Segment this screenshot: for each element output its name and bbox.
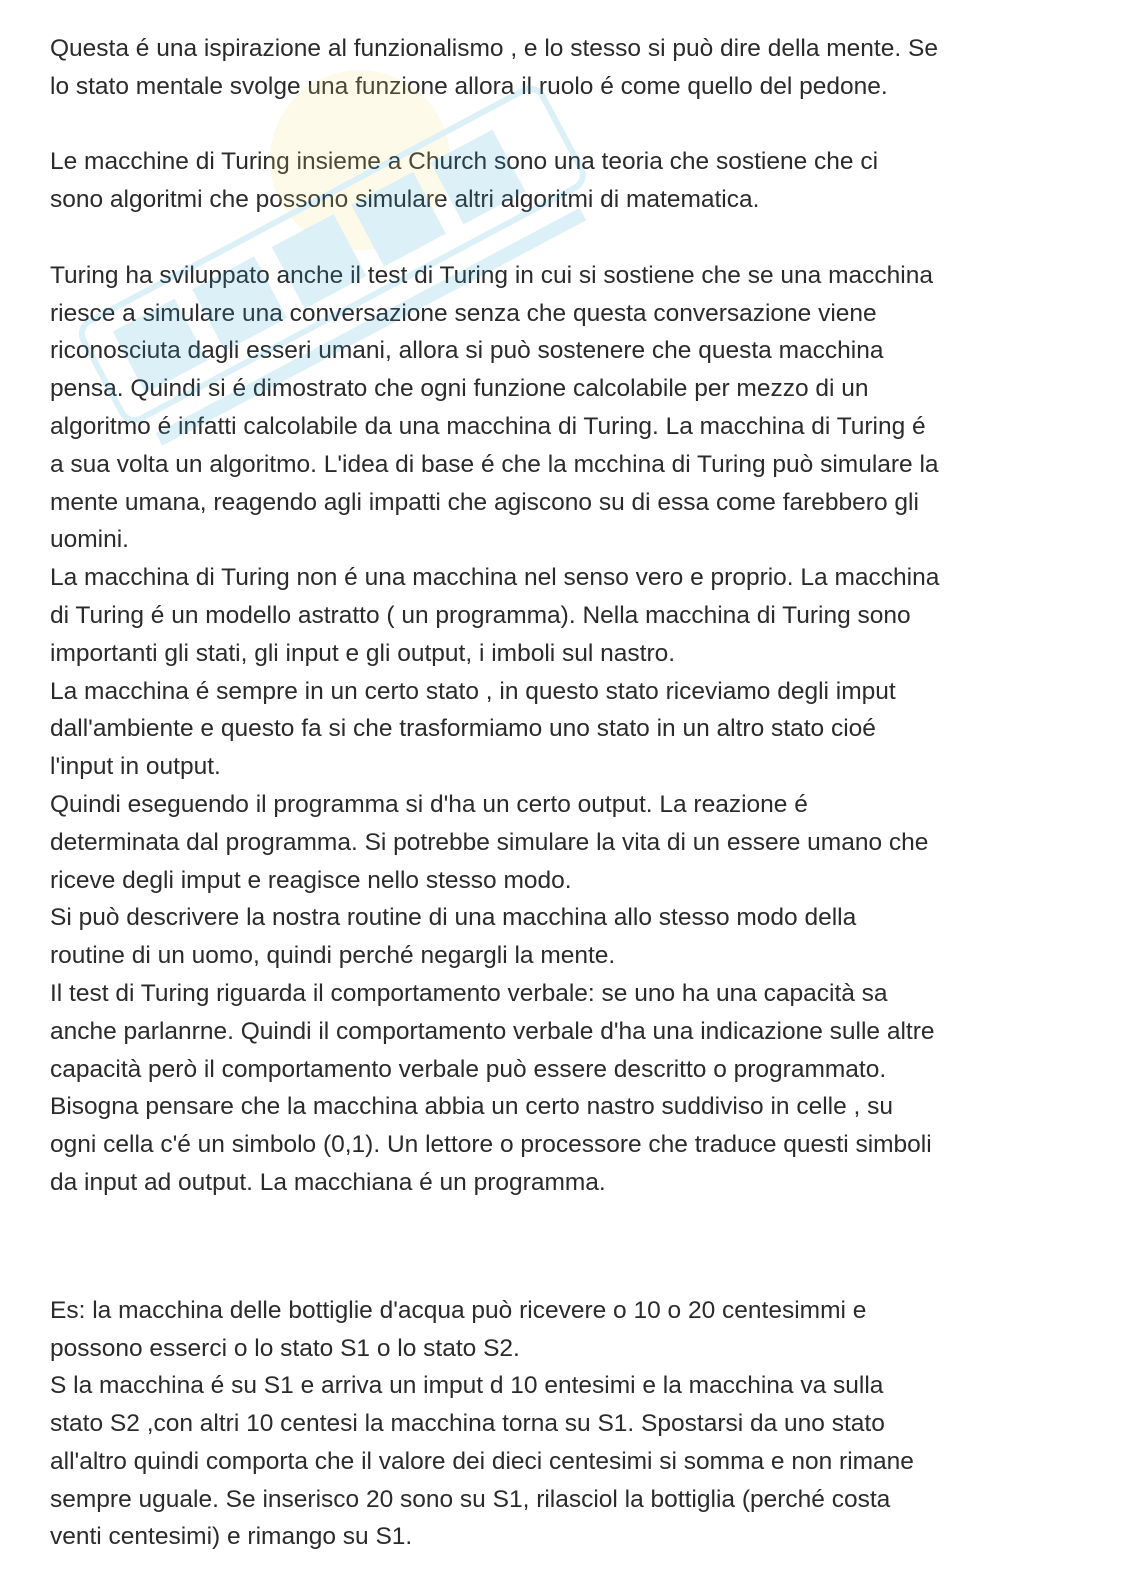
text-line: lo stato mentale svolge una funzione allora il ruolo é come quello del pedone. (50, 72, 888, 100)
text-line: Quindi eseguendo il programma si d'ha un certo output. La reazione é (50, 790, 808, 818)
text-line: riconosciuta dagli esseri umani, allora si può sostenere che questa macchina (50, 337, 884, 365)
paragraph-3 (50, 257, 1069, 1202)
text-line: l'input in output. (50, 753, 221, 781)
text-line: algoritmo é infatti calcolabile da una macchina di Turing. La macchina di Turing é (50, 412, 926, 440)
text-line: pensa. Quindi si é dimostrato che ogni funzione calcolabile per mezzo di un (50, 375, 869, 403)
text-line: possono esserci o lo stato S1 o lo stato S2. (50, 1334, 520, 1362)
text-line: importanti gli stati, gli input e gli output, i imboli sul nastro. (50, 639, 676, 667)
text-line: Es: la macchina delle bottiglie d'acqua può ricevere o 10 o 20 centesimmi e (50, 1296, 867, 1324)
text-line: uomini. (50, 526, 129, 554)
text-line: La macchina é sempre in un certo stato , in questo stato riceviamo degli imput (50, 677, 896, 705)
text-line: di Turing é un modello astratto ( un programma). Nella macchina di Turing sono (50, 601, 911, 629)
text-line: Il test di Turing riguarda il comportamento verbale: se uno ha una capacità sa (50, 979, 888, 1007)
text-line: capacità però il comportamento verbale può essere descritto o programmato. (50, 1055, 887, 1083)
text-line: ogni cella c'é un simbolo (0,1). Un lettore o processore che traduce questi simboli (50, 1131, 932, 1159)
text-line: all'altro quindi comporta che il valore dei dieci centesimi si somma e non rimane (50, 1447, 914, 1475)
paragraph-4 (50, 1292, 1069, 1557)
text-line: da input ad output. La macchiana é un programma. (50, 1168, 606, 1196)
text-line: Le macchine di Turing insieme a Church sono una teoria che sostiene che ci (50, 148, 879, 176)
text-line: S la macchina é su S1 e arriva un imput d 10 entesimi e la macchina va sulla (50, 1372, 884, 1400)
text-line: a sua volta un algoritmo. L'idea di base é che la mcchina di Turing può simulare la (50, 450, 939, 478)
text-line: anche parlanrne. Quindi il comportamento verbale d'ha una indicazione sulle altre (50, 1017, 935, 1045)
text-line: mente umana, reagendo agli impatti che agiscono su di essa come farebbero gli (50, 488, 919, 516)
text-line: riceve degli imput e reagisce nello stesso modo. (50, 866, 572, 894)
text-line: Questa é una ispirazione al funzionalismo , e lo stesso si può dire della mente. Se (50, 35, 938, 62)
text-line: Turing ha sviluppato anche il test di Turing in cui si sostiene che se una macchina (50, 261, 933, 289)
text-line: routine di un uomo, quindi perché negargli la mente. (50, 942, 616, 970)
text-line: sono algoritmi che possono simulare altri algoritmi di matematica. (50, 186, 760, 214)
text-line: riesce a simulare una conversazione senza che questa conversazione viene (50, 299, 877, 327)
text-line: stato S2 ,con altri 10 centesi la macchina torna su S1. Spostarsi da uno stato (50, 1410, 885, 1438)
text-line: La macchina di Turing non é una macchina nel senso vero e proprio. La macchina (50, 564, 940, 592)
text-line: determinata dal programma. Si potrebbe simulare la vita di un essere umano che (50, 828, 929, 856)
paragraph-2 (50, 143, 1069, 219)
text-line: Si può descrivere la nostra routine di una macchina allo stesso modo della (50, 904, 857, 932)
text-line: dall'ambiente e questo fa si che trasformiamo uno stato in un altro stato cioé (50, 715, 876, 743)
text-line: Bisogna pensare che la macchina abbia un certo nastro suddiviso in celle , su (50, 1093, 894, 1121)
text-line: venti centesimi) e rimango su S1. (50, 1523, 413, 1551)
text-line: sempre uguale. Se inserisco 20 sono su S1, rilasciol la bottiglia (perché costa (50, 1485, 891, 1513)
paragraph-1 (50, 30, 1069, 106)
